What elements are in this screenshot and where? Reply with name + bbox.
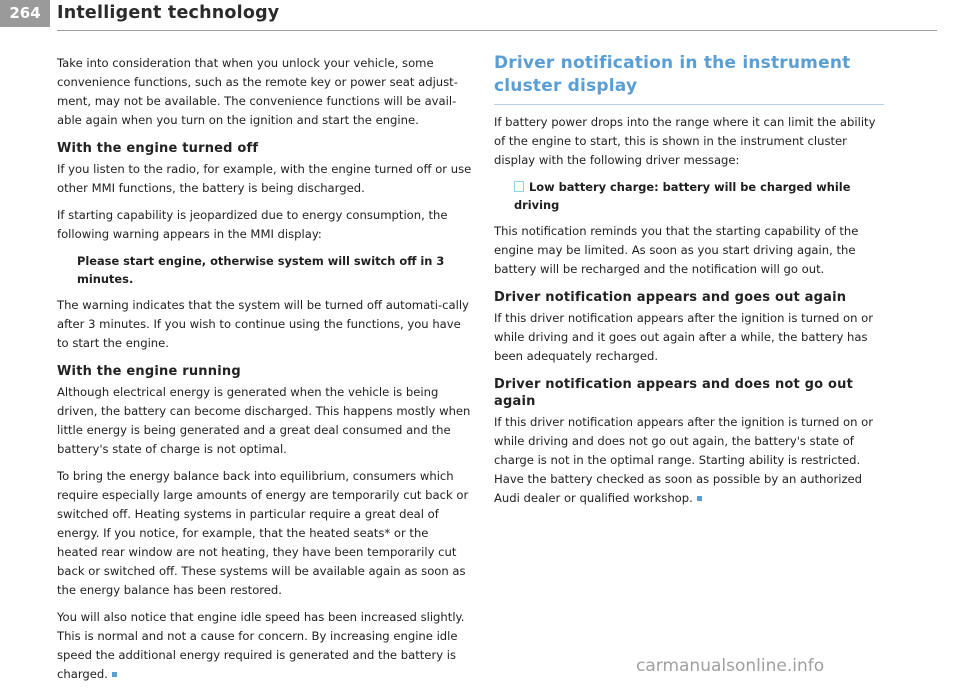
notification-paragraph-2: This notification reminds you that the starting capability of the engine may be limited. As soon as you start driving again, the battery will be recharged and the notification will go out.: [494, 224, 859, 276]
chapter-title: Intelligent technology: [57, 3, 280, 23]
intro-paragraph: Take into consideration that when you unlock your vehicle, some convenience functions, such as the remote key or power seat adjust-ment, may not be available. The convenience functions will be avail-able again when you turn on the ignition and start the engine.: [57, 56, 458, 127]
cluster-display-message: [514, 178, 884, 214]
cluster-message-text: Low battery charge: battery will be charged while driving: [514, 180, 851, 212]
engine-off-paragraph-1: If you listen to the radio, for example, with the engine turned off or use other MMI functions, the battery is being discharged.: [57, 162, 472, 195]
engine-running-heading: With the engine running: [57, 364, 241, 379]
engine-running-paragraph-3-text: You will also notice that engine idle speed has been increased slightly. This is normal and not a cause for concern. By increasing engine idle speed the additional energy required is generated and the battery is charged.: [57, 610, 465, 681]
engine-off-paragraph-3: The warning indicates that the system will be turned off automati-cally after 3 minutes. If you wish to continue using the functions, you have to start the engine.: [57, 298, 469, 350]
watermark: carmanualsonline.info: [636, 656, 825, 676]
engine-running-paragraph-1: Although electrical energy is generated when the vehicle is being driven, the battery can become discharged. This happens mostly when little energy is being generated and a great deal consumed and the battery's state of charge is not optimal.: [57, 385, 471, 456]
header-divider: [57, 30, 937, 31]
page-header: [0, 0, 960, 40]
not-go-out-text: If this driver notification appears after the ignition is turned on or while driving and does not go out again, the battery's state of charge is not in the optimal range. Starting ability is restricted. Have the battery checked as soon as possible by an authorized Audi dealer or qualified workshop.: [494, 415, 874, 505]
left-column: [57, 54, 472, 692]
engine-running-paragraph-3: [57, 608, 472, 684]
battery-warning-icon: [514, 181, 524, 192]
right-column: [494, 52, 884, 516]
goes-out-paragraph: If this driver notification appears after the ignition is turned on or while driving and it goes out again after a while, the battery has been adequately recharged.: [494, 311, 874, 363]
mmi-display-message: Please start engine, otherwise system will switch off in 3 minutes.: [77, 254, 445, 286]
not-go-out-heading: Driver notification appears and does not go out again: [494, 377, 854, 409]
engine-running-paragraph-2: To bring the energy balance back into equilibrium, consumers which require especially large amounts of energy are temporarily cut back or switched off. Heating systems in particular require a great deal of energy. If you notice, for example, that the heated seats* or the heated rear window are not heating, they have been temporarily cut back or switched off. These systems will be available again as soon as the energy balance has been restored.: [57, 469, 469, 597]
engine-off-heading: With the engine turned off: [57, 141, 259, 156]
notification-paragraph-1: If battery power drops into the range where it can limit the ability of the engine to start, this is shown in the instrument cluster display with the following driver message:: [494, 115, 876, 167]
engine-off-paragraph-2: If starting capability is jeopardized due to energy consumption, the following warning appears in the MMI display:: [57, 208, 448, 241]
not-go-out-paragraph: [494, 413, 884, 508]
page-number: 264: [0, 0, 50, 27]
section-title: Driver notification in the instrument cluster display: [494, 52, 884, 105]
section-end-icon: [112, 672, 117, 677]
section-end-icon: [697, 496, 702, 501]
goes-out-heading: Driver notification appears and goes out again: [494, 290, 847, 305]
